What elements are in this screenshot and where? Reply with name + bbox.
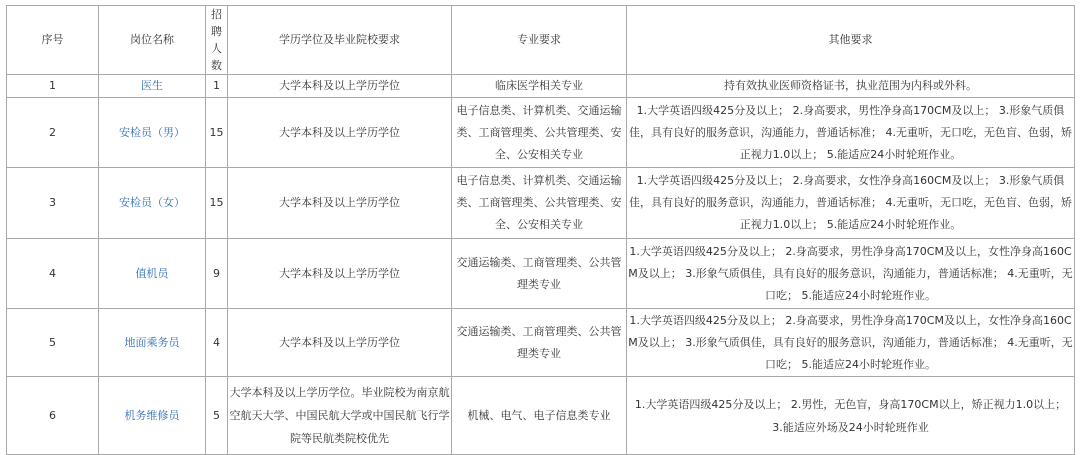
cell-count: 9	[206, 239, 228, 309]
header-no: 序号	[7, 6, 99, 75]
cell-major: 交通运输类、工商管理类、公共管理类专业	[452, 239, 627, 309]
cell-other: 1.大学英语四级425分及以上； 2.男性，无色盲，身高170CM以上，矫正视力1.0以上； 3.能适应外场及24小时轮班作业	[627, 377, 1075, 455]
cell-other: 1.大学英语四级425分及以上； 2.身高要求，女性净身高160CM及以上； 3.形象气质俱佳，具有良好的服务意识，沟通能力，普通话标准； 4.无重听，无口吃，无色盲、色弱，矫正视力1.0以上； 5.能适应24小时轮班作业。	[627, 168, 1075, 239]
cell-count: 1	[206, 75, 228, 98]
table-row	[7, 98, 1075, 168]
cell-other: 1.大学英语四级425分及以上； 2.身高要求，男性净身高170CM及以上； 3.形象气质俱佳，具有良好的服务意识，沟通能力，普通话标准； 4.无重听，无口吃，无色盲、色弱，矫正视力1.0以上； 5.能适应24小时轮班作业。	[627, 98, 1075, 168]
table-row	[7, 75, 1075, 98]
cell-major: 电子信息类、计算机类、交通运输类、工商管理类、公共管理类、安全、公安相关专业	[452, 168, 627, 239]
cell-position-link[interactable]: 地面乘务员	[99, 309, 206, 377]
table-header-row	[7, 6, 1075, 75]
cell-no: 6	[7, 377, 99, 455]
cell-no: 1	[7, 75, 99, 98]
cell-position-link[interactable]: 安检员（女）	[99, 168, 206, 239]
cell-education: 大学本科及以上学历学位	[228, 98, 452, 168]
table-row	[7, 168, 1075, 239]
cell-no: 5	[7, 309, 99, 377]
cell-no: 3	[7, 168, 99, 239]
cell-education: 大学本科及以上学历学位	[228, 309, 452, 377]
cell-education: 大学本科及以上学历学位。毕业院校为南京航空航天大学、中国民航大学或中国民航飞行学院等民航类院校优先	[228, 377, 452, 455]
header-major: 专业要求	[452, 6, 627, 75]
cell-no: 2	[7, 98, 99, 168]
cell-other: 1.大学英语四级425分及以上； 2.身高要求，男性净身高170CM及以上，女性净身高160CM及以上； 3.形象气质俱佳，具有良好的服务意识，沟通能力，普通话标准； 4.无重听，无口吃； 5.能适应24小时轮班作业。	[627, 309, 1075, 377]
header-count-line2: 人数	[211, 42, 222, 72]
cell-position-link[interactable]: 安检员（男）	[99, 98, 206, 168]
cell-major: 交通运输类、工商管理类、公共管理类专业	[452, 309, 627, 377]
table-row	[7, 239, 1075, 309]
cell-other: 1.大学英语四级425分及以上； 2.身高要求，男性净身高170CM及以上，女性净身高160CM及以上； 3.形象气质俱佳，具有良好的服务意识，沟通能力，普通话标准； 4.无重听，无口吃； 5.能适应24小时轮班作业。	[627, 239, 1075, 309]
cell-education: 大学本科及以上学历学位	[228, 168, 452, 239]
cell-major: 机械、电气、电子信息类专业	[452, 377, 627, 455]
cell-count: 5	[206, 377, 228, 455]
cell-count: 4	[206, 309, 228, 377]
table-row	[7, 309, 1075, 377]
cell-education: 大学本科及以上学历学位	[228, 239, 452, 309]
header-other: 其他要求	[627, 6, 1075, 75]
header-education: 学历学位及毕业院校要求	[228, 6, 452, 75]
cell-position-link[interactable]: 机务维修员	[99, 377, 206, 455]
header-count-line1: 招聘	[211, 8, 222, 38]
cell-major: 电子信息类、计算机类、交通运输类、工商管理类、公共管理类、安全、公安相关专业	[452, 98, 627, 168]
header-count	[206, 6, 228, 75]
cell-other: 持有效执业医师资格证书，执业范围为内科或外科。	[627, 75, 1075, 98]
cell-position-link[interactable]: 医生	[99, 75, 206, 98]
cell-no: 4	[7, 239, 99, 309]
cell-count: 15	[206, 168, 228, 239]
cell-education: 大学本科及以上学历学位	[228, 75, 452, 98]
recruitment-table-container	[6, 5, 1075, 455]
cell-position-link[interactable]: 值机员	[99, 239, 206, 309]
table-row	[7, 377, 1075, 455]
cell-major: 临床医学相关专业	[452, 75, 627, 98]
header-position: 岗位名称	[99, 6, 206, 75]
recruitment-table	[6, 5, 1075, 455]
cell-count: 15	[206, 98, 228, 168]
